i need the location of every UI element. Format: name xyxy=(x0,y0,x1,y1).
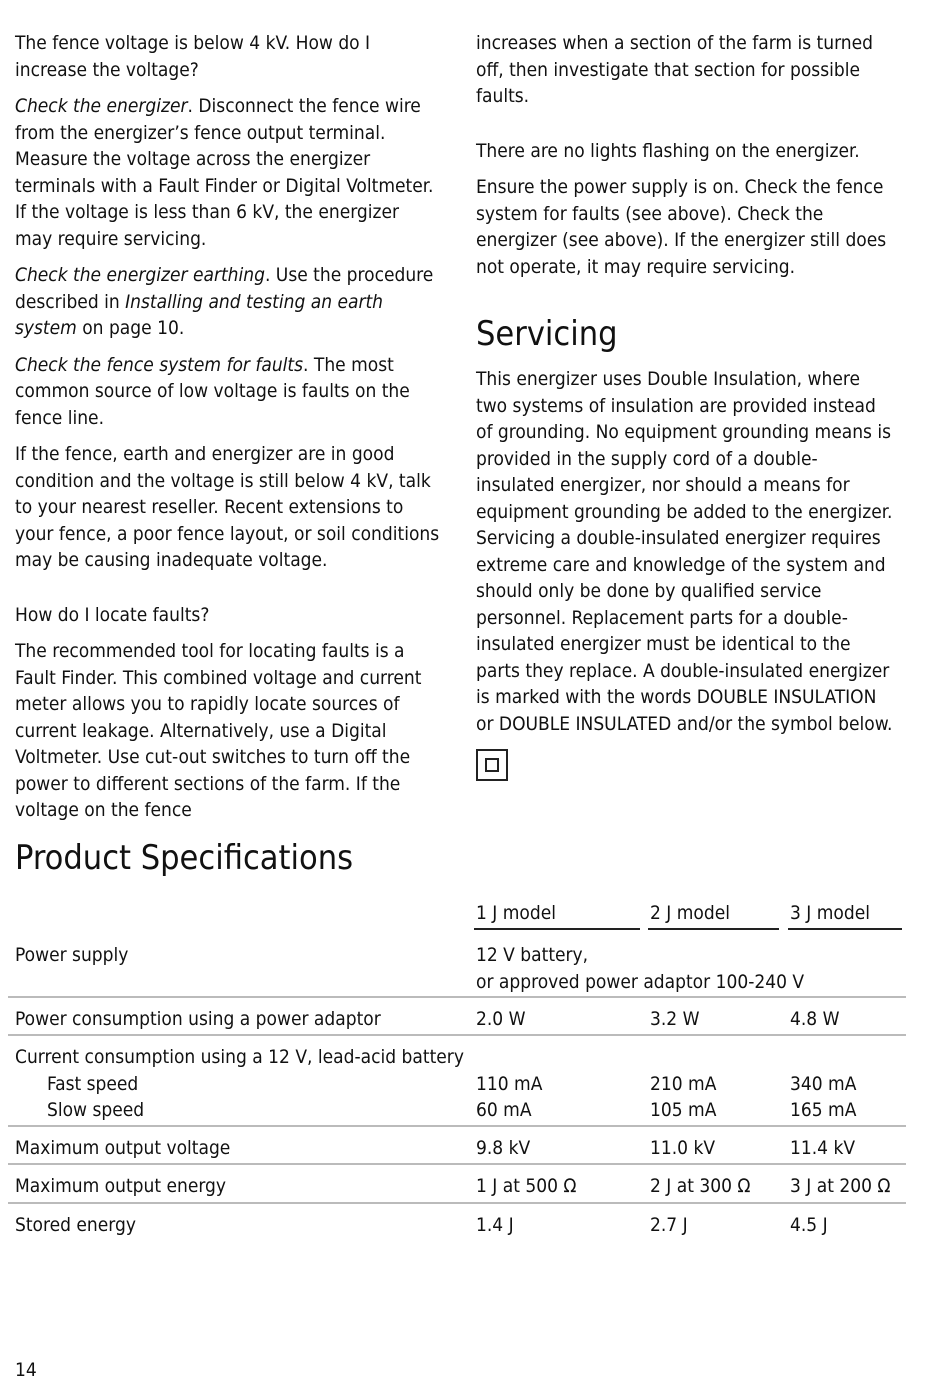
emphasis-check-faults: Check the fence system for faults xyxy=(15,353,304,376)
table-header-row xyxy=(8,900,906,934)
cell-fast-1j: 110 mA xyxy=(476,1072,543,1095)
faq-question-no-lights: There are no lights flashing on the energizer. xyxy=(476,139,860,162)
left-column xyxy=(15,30,440,834)
specifications-table xyxy=(8,900,906,1242)
emphasis-earth-system-ref: Installing and testing an earth system xyxy=(15,290,384,339)
paragraph-check-faults xyxy=(15,352,440,432)
table-row-current-consumption xyxy=(8,1036,906,1127)
paragraph-fault-finder: The recommended tool for locating faults is a Fault Finder. This combined voltage and current meter allows you to rapidly locate sources of current leakage. Alternatively, use a Digital Voltmeter. Use cut-out switches to turn off the power to different sections of the farm. If the voltage on the fence xyxy=(15,640,422,821)
cell-slow-1j: 60 mA xyxy=(476,1099,532,1121)
column-header-3j: 3 J model xyxy=(788,900,902,930)
row-label-max-voltage: Maximum output voltage xyxy=(15,1137,231,1159)
cell-power-2j: 3.2 W xyxy=(650,1008,700,1030)
cell-current-1j xyxy=(476,1071,542,1124)
column-header-2j: 2 J model xyxy=(648,900,779,930)
row-label-current-consumption xyxy=(15,1044,475,1124)
row-label-power-consumption: Power consumption using a power adaptor xyxy=(15,1008,381,1030)
row-label-stored-energy: Stored energy xyxy=(15,1214,136,1236)
row-label-max-energy: Maximum output energy xyxy=(15,1175,226,1197)
cell-energy-2j: 2 J at 300 Ω xyxy=(650,1175,751,1197)
table-row-max-energy xyxy=(8,1165,906,1204)
slow-speed-label: Slow speed xyxy=(47,1099,145,1121)
cell-current-3j xyxy=(790,1071,856,1124)
cell-voltage-2j: 11.0 kV xyxy=(650,1137,716,1159)
faq-question-low-voltage: The fence voltage is below 4 kV. How do I increase the voltage? xyxy=(15,32,371,81)
emphasis-check-earthing: Check the energizer earthing xyxy=(15,264,265,286)
fast-speed-label: Fast speed xyxy=(47,1072,139,1095)
cell-stored-2j: 2.7 J xyxy=(650,1214,688,1236)
paragraph-talk-to-reseller: If the fence, earth and energizer are in good condition and the voltage is still below 4 kV, talk to your nearest reseller. Recent extensions to your fence, a poor fence layout, or soil conditions may be causing inadequate voltage. xyxy=(15,443,440,571)
cell-fast-2j: 210 mA xyxy=(650,1072,717,1095)
emphasis-check-energizer: Check the energizer xyxy=(15,95,188,117)
product-specifications-heading: Product Specifications xyxy=(15,838,354,878)
power-supply-value xyxy=(476,942,896,995)
servicing-paragraph: This energizer uses Double Insulation, where two systems of insulation are provided instead of grounding. No equipment grounding means is provided in the supply cord of a double-insulated energizer, nor should a means for equipment grounding be added to the energizer. Servicing a double-insulated energizer requires extreme care and knowledge of the system and should only be done by qualified service personnel. Replacement parts for a double-insulated energizer must be identical to the parts they replace. A double-insulated energizer is marked with the words DOUBLE INSULATION or DOUBLE INSULATED and/or the symbol below. xyxy=(476,368,893,735)
column-header-1j: 1 J model xyxy=(474,900,640,930)
cell-energy-3j: 3 J at 200 Ω xyxy=(790,1175,891,1197)
cell-fast-3j: 340 mA xyxy=(790,1072,857,1095)
cell-voltage-3j: 11.4 kV xyxy=(790,1137,856,1159)
double-insulation-square-icon xyxy=(476,749,508,781)
cell-stored-1j: 1.4 J xyxy=(476,1214,514,1236)
table-row-power-supply xyxy=(8,934,906,998)
cell-energy-1j: 1 J at 500 Ω xyxy=(476,1175,577,1197)
page-number: 14 xyxy=(15,1359,37,1381)
power-supply-line-1: 12 V battery, xyxy=(476,944,589,966)
cell-voltage-1j: 9.8 kV xyxy=(476,1137,531,1159)
power-supply-line-2: or approved power adaptor 100-240 V xyxy=(476,970,805,993)
paragraph-continued: increases when a section of the farm is turned off, then investigate that section for possible faults. xyxy=(476,32,873,107)
row-label-power-supply: Power supply xyxy=(15,944,129,966)
paragraph-power-supply-check: Ensure the power supply is on. Check the fence system for faults (see above). Check the energizer (see above). If the energizer still does not operate, it may require servicing. xyxy=(476,176,887,278)
faq-question-locate-faults: How do I locate faults? xyxy=(15,603,210,626)
paragraph-check-energizer xyxy=(15,93,440,252)
text-check-energizer: . Disconnect the fence wire from the energizer’s fence output terminal. Measure the voltage across the energizer terminals with a Fault Finder or Digital Voltmeter. If the voltage is less than 6 kV, the energizer may require servicing. xyxy=(15,95,434,250)
text-page-ref: on page 10. xyxy=(76,317,185,339)
table-row-power-consumption xyxy=(8,998,906,1036)
cell-power-3j: 4.8 W xyxy=(790,1008,840,1030)
cell-current-2j xyxy=(650,1071,716,1124)
cell-slow-3j: 165 mA xyxy=(790,1099,857,1121)
current-consumption-label: Current consumption using a 12 V, lead-acid battery xyxy=(15,1046,464,1068)
cell-slow-2j: 105 mA xyxy=(650,1099,717,1121)
table-row-max-voltage xyxy=(8,1127,906,1165)
text-check-faults: . The most common source of low voltage is faults on the fence line. xyxy=(15,353,410,429)
paragraph-check-earthing xyxy=(15,262,440,342)
table-row-stored-energy xyxy=(8,1204,906,1242)
right-column xyxy=(476,30,896,781)
cell-stored-3j: 4.5 J xyxy=(790,1214,828,1236)
text-check-earthing: . Use the procedure described in xyxy=(15,264,434,313)
cell-power-1j: 2.0 W xyxy=(476,1008,526,1030)
servicing-heading: Servicing xyxy=(476,314,618,354)
